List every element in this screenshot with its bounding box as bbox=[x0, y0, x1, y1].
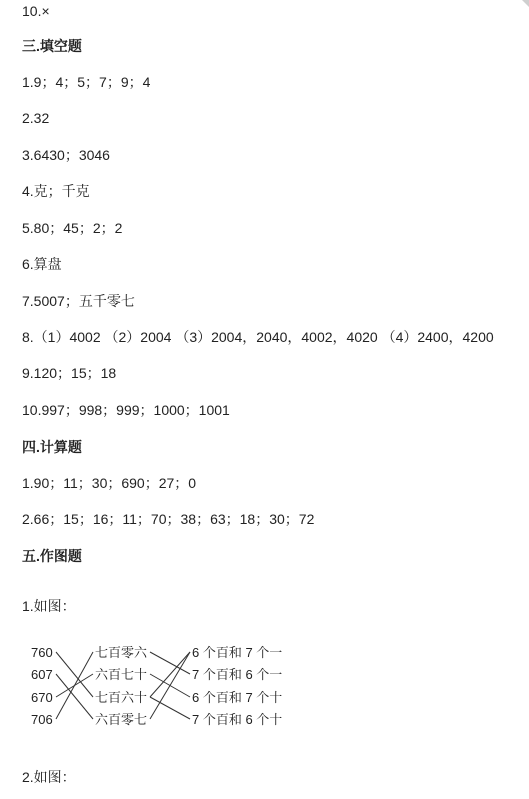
answer-q2-10: 10.× bbox=[22, 3, 50, 19]
number-760: 760 bbox=[31, 645, 53, 660]
answer-q5-1-caption: 1.如图： bbox=[22, 598, 76, 614]
answer-q4-2: 2.66；15；16；11；70；38；63；18；30；72 bbox=[22, 511, 315, 527]
link-qibailiushi-7h6t-a bbox=[150, 652, 190, 697]
answer-q3-8: 8.（1）4002 （2）2004 （3）2004，2040，4002，4020 （4）2400，4200 bbox=[22, 329, 494, 345]
word-qibailingliu: 七百零六 bbox=[95, 645, 148, 660]
link-706-qibailingliu bbox=[56, 652, 93, 719]
section-heading-drawing: 五.作图题 bbox=[22, 548, 82, 564]
link-760-qibailiushi bbox=[56, 652, 93, 697]
section-heading-calculation: 四.计算题 bbox=[22, 439, 82, 455]
word-liubaiqishi: 六百七十 bbox=[95, 667, 148, 682]
page-corner-mark bbox=[522, 0, 529, 7]
composition-7h-6t: 7 个百和 6 个十 bbox=[192, 712, 283, 727]
number-706: 706 bbox=[31, 712, 53, 727]
answer-q3-5: 5.80；45；2；2 bbox=[22, 220, 123, 236]
answer-q4-1: 1.90；11；30；690；27；0 bbox=[22, 475, 197, 491]
answer-q3-6: 6.算盘 bbox=[22, 256, 62, 272]
composition-6h-7o: 6 个百和 7 个一 bbox=[192, 645, 283, 660]
answer-q3-7: 7.5007；五千零七 bbox=[22, 293, 135, 309]
link-liubailingqi-6h7o bbox=[150, 652, 190, 719]
composition-6h-7t: 6 个百和 7 个十 bbox=[192, 690, 283, 705]
answer-q3-4: 4.克；千克 bbox=[22, 183, 90, 199]
answer-q3-3: 3.6430；3046 bbox=[22, 147, 110, 163]
word-liubailingqi: 六百零七 bbox=[95, 712, 148, 727]
answer-q3-2: 2.32 bbox=[22, 110, 50, 126]
composition-7h-6o: 7 个百和 6 个一 bbox=[192, 667, 283, 682]
section-heading-fill-blank: 三.填空题 bbox=[22, 38, 82, 54]
link-607-liubailingqi bbox=[56, 674, 93, 719]
matching-diagram bbox=[0, 630, 529, 740]
word-qibailiushi: 七百六十 bbox=[95, 690, 148, 705]
answer-q3-10: 10.997；998；999；1000；1001 bbox=[22, 402, 230, 418]
answer-q3-1: 1.9；4；5；7；9；4 bbox=[22, 74, 151, 90]
answer-q5-2-caption: 2.如图： bbox=[22, 769, 76, 785]
number-670: 670 bbox=[31, 690, 53, 705]
number-607: 607 bbox=[31, 667, 53, 682]
answer-q3-9: 9.120；15；18 bbox=[22, 365, 117, 381]
